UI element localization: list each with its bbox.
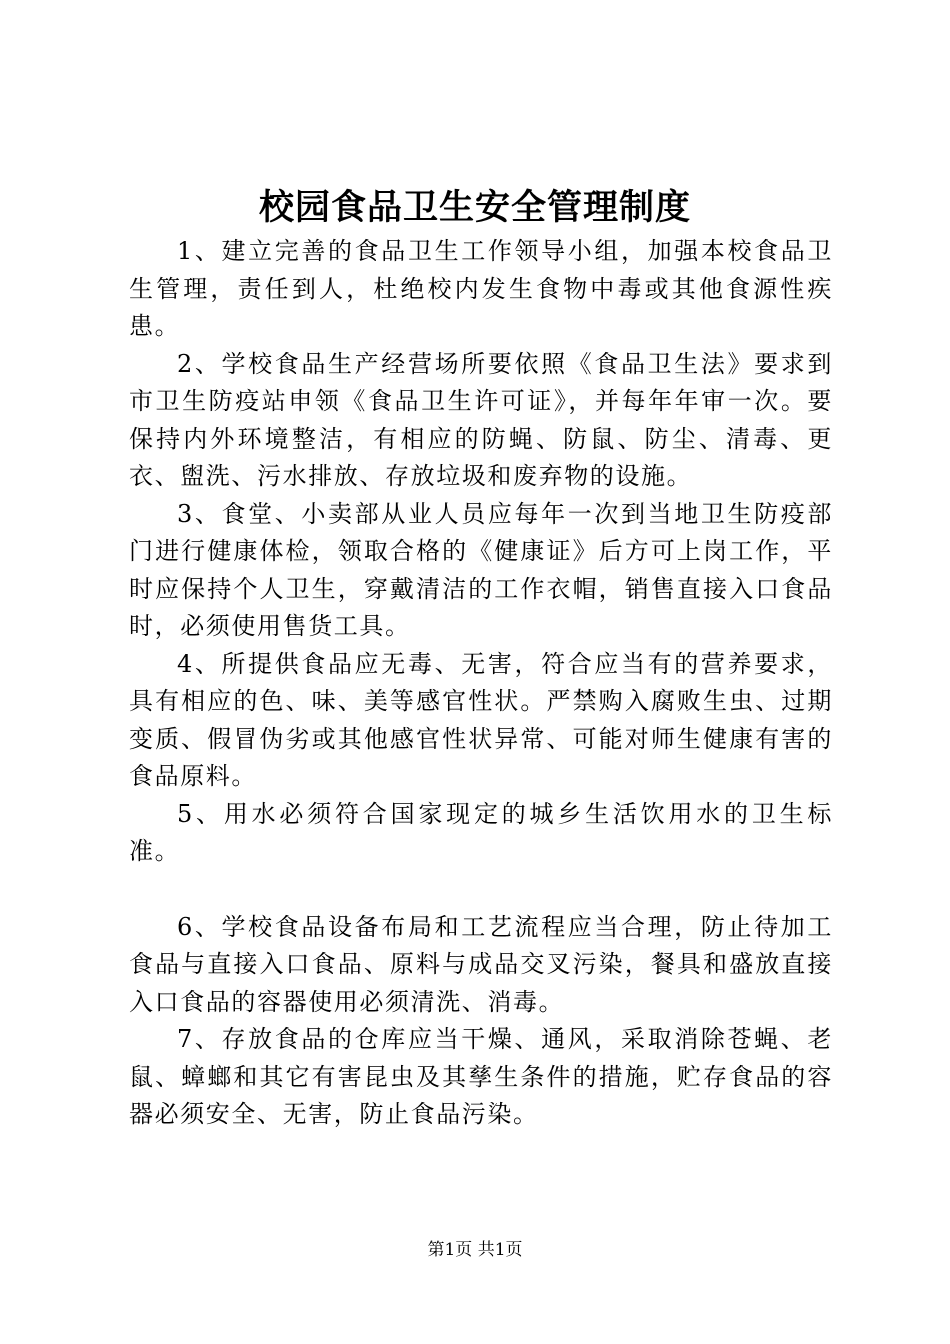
paragraph-4: 4、所提供食品应无毒、无害，符合应当有的营养要求，具有相应的色、味、美等感官性状。严禁购入腐败生虫、过期变质、假冒伪劣或其他感官性状异常、可能对师生健康有害的食品原料。: [129, 649, 833, 790]
page-footer: 第1页 共1页: [427, 1240, 523, 1260]
paragraph-3: 3、食堂、小卖部从业人员应每年一次到当地卫生防疫部门进行健康体检，领取合格的《健康证》后方可上岗工作，平时应保持个人卫生，穿戴清洁的工作衣帽，销售直接入口食品时，必须使用售货工具。: [129, 499, 833, 640]
paragraph-7: 7、存放食品的仓库应当干燥、通风，采取消除苍蝇、老鼠、蟑螂和其它有害昆虫及其孳生条件的措施，贮存食品的容器必须安全、无害，防止食品污染。: [129, 1025, 833, 1128]
paragraph-5: 5、用水必须符合国家现定的城乡生活饮用水的卫生标准。: [129, 799, 833, 865]
paragraph-6: 6、学校食品设备布局和工艺流程应当合理，防止待加工食品与直接入口食品、原料与成品交叉污染，餐具和盛放直接入口食品的容器使用必须清洗、消毒。: [129, 912, 833, 1016]
document-body: [129, 233, 833, 1134]
paragraph-1: 1、建立完善的食品卫生工作领导小组，加强本校食品卫生管理，责任到人，杜绝校内发生食物中毒或其他食源性疾患。: [129, 237, 833, 340]
paragraph-2: 2、学校食品生产经营场所要依照《食品卫生法》要求到市卫生防疫站申领《食品卫生许可证》，并每年年审一次。要保持内外环境整洁，有相应的防蝇、防鼠、防尘、清毒、更衣、盥洗、污水排放、存放垃圾和废弃物的设施。: [129, 349, 833, 490]
document-title: 校园食品卫生安全管理制度: [258, 187, 691, 228]
